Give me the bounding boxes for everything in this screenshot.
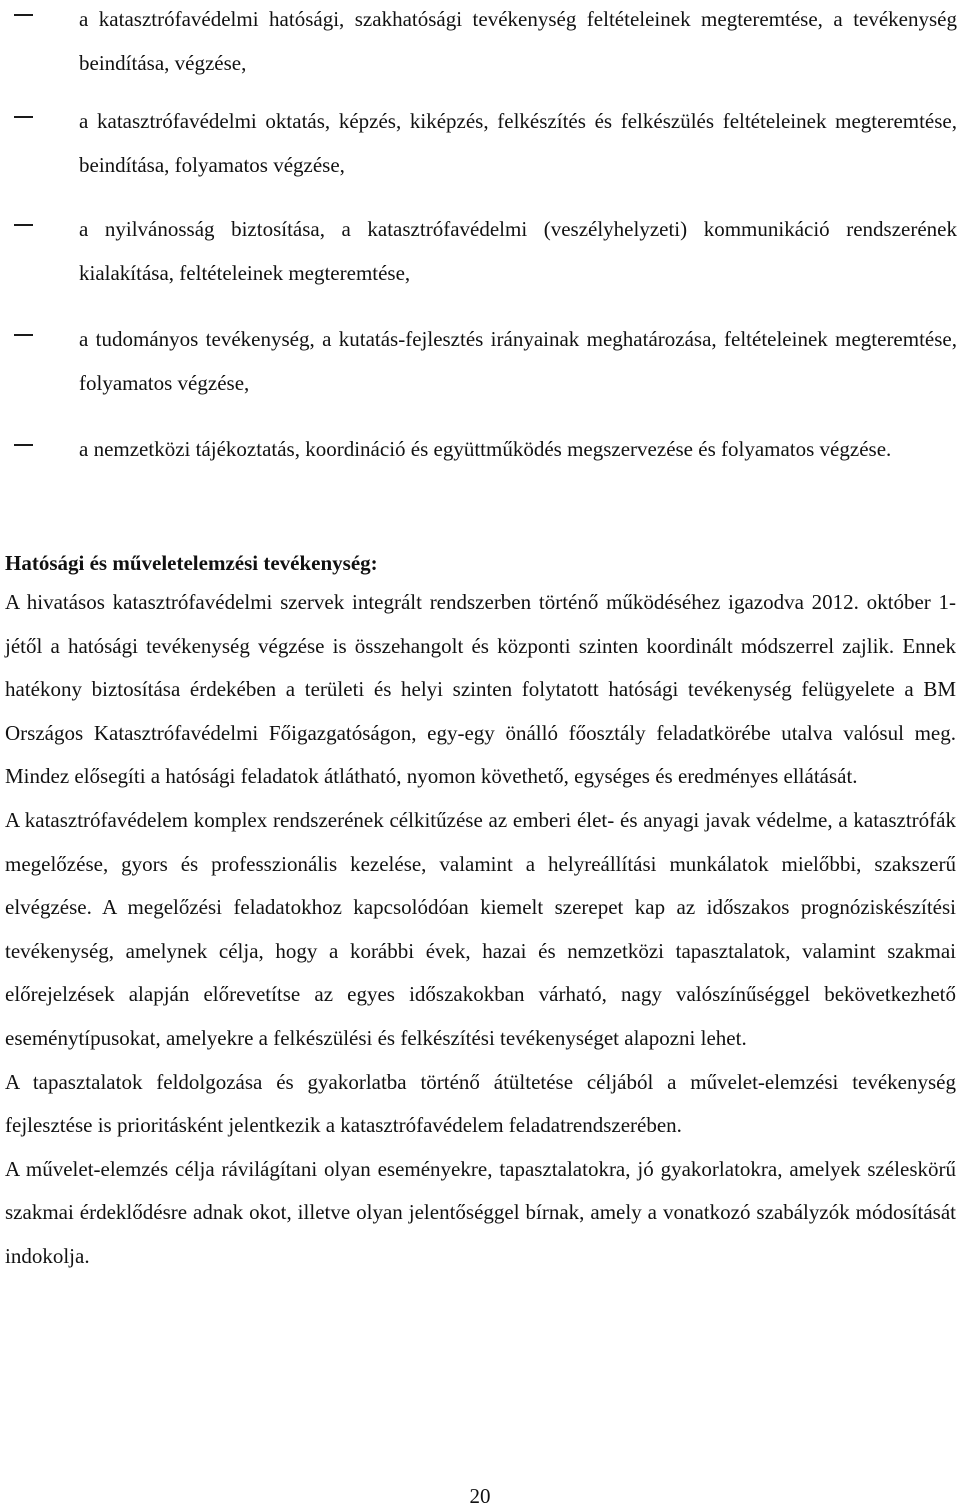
dash-bullet-icon	[14, 334, 33, 336]
bullet-text: a tudományos tevékenység, a kutatás-fejlesztés irányainak meghatározása, feltételeinek megteremtése, folyamatos végzése,	[79, 327, 957, 395]
paragraph: A művelet-elemzés célja rávilágítani olyan eseményekre, tapasztalatokra, jó gyakorlatokra, amelyek széleskörű szakmai érdeklődésre adnak okot, illetve olyan jelentőséggel bírnak, amely a vonatkozó szabályzók módosítását indokolja.	[5, 1156, 956, 1268]
bullet-text: a nyilvánosság biztosítása, a katasztrófavédelmi (veszélyhelyzeti) kommunikáció rendszerének kialakítása, feltételeinek megteremtése,	[79, 217, 957, 285]
dash-bullet-icon	[14, 14, 33, 16]
bullet-text: a katasztrófavédelmi oktatás, képzés, kiképzés, felkészítés és felkészülés feltételeinek megteremtése, beindítása, folyamatos végzése,	[79, 109, 957, 177]
bullet-item	[0, 102, 960, 182]
page-number: 20	[469, 1484, 491, 1508]
bullet-text: a nemzetközi tájékoztatás, koordináció és együttműködés megszervezése és folyamatos végzése.	[79, 437, 892, 461]
paragraph: A hivatásos katasztrófavédelmi szervek integrált rendszerben történő működéséhez igazodva 2012. október 1-jétől a hatósági tevékenység végzése is összehangolt és központi szinten koordinált módszerrel zajlik. Ennek hatékony biztosítása érdekében a területi és helyi szinten folytatott hatósági tevékenység felügyelete a BM Országos Katasztrófavédelmi Főigazgatóságon, egy-egy önálló főosztály feladatkörébe utalva valósul meg. Mindez elősegíti a hatósági feladatok átlátható, nyomon követhető, egységes és eredményes ellátását.	[5, 590, 956, 789]
section-heading: Hatósági és műveletelemzési tevékenység:	[5, 551, 378, 575]
dash-bullet-icon	[14, 116, 33, 118]
bullet-item	[0, 430, 960, 510]
bullet-item	[0, 210, 960, 290]
bullet-item	[0, 320, 960, 400]
paragraph: A katasztrófavédelem komplex rendszerének célkitűzése az emberi élet- és anyagi javak védelme, a katasztrófák megelőzése, gyors és professzionális kezelése, valamint a helyreállítási munkálatok mielőbbi, szakszerű elvégzése. A megelőzési feladatokhoz kapcsolódóan kiemelt szerepet kap az időszakos prognóziskészítési tevékenység, amelynek célja, hogy a korábbi évek, hazai és nemzetközi tapasztalatok, valamint szakmai előrejelzések alapján előrevetítse az egyes időszakokban várható, nagy valószínűséggel bekövetkezhető eseménytípusokat, amelyekre a felkészülési és felkészítési tevékenységet alapozni lehet.	[5, 807, 956, 1050]
dash-bullet-icon	[14, 444, 33, 446]
section-body	[5, 581, 956, 1279]
dash-bullet-icon	[14, 224, 33, 226]
paragraph: A tapasztalatok feldolgozása és gyakorlatba történő átültetése céljából a művelet-elemzési tevékenység fejlesztése is prioritásként jelentkezik a katasztrófavédelem feladatrendszerében.	[5, 1069, 956, 1138]
bullet-text: a katasztrófavédelmi hatósági, szakhatósági tevékenység feltételeinek megteremtése, a tevékenység beindítása, végzése,	[79, 7, 957, 75]
bullet-item	[0, 0, 960, 80]
